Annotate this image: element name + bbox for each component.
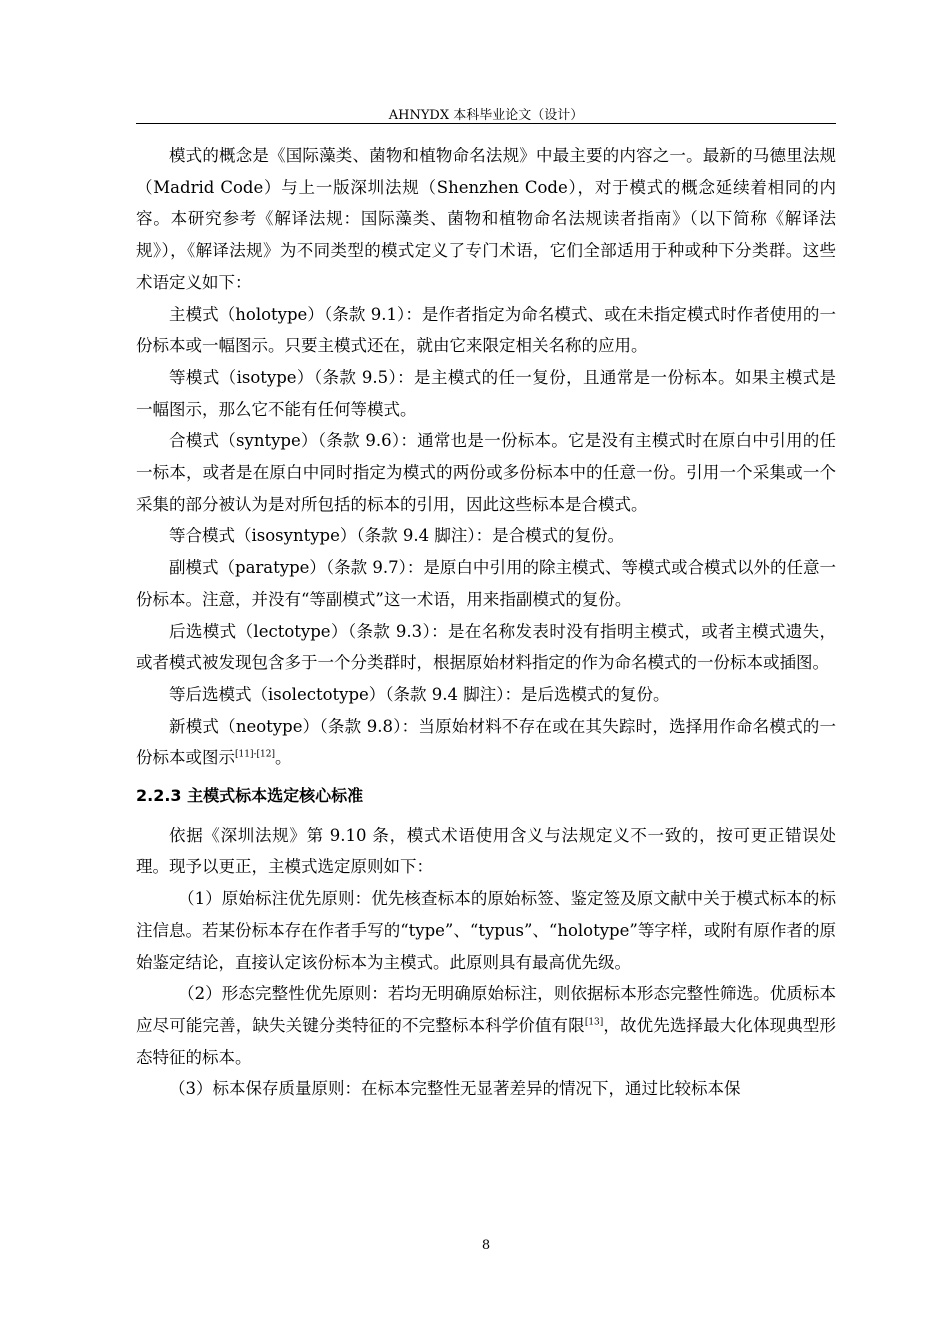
page-number: 8 [481, 1238, 491, 1253]
principle-1: （1）原始标注优先原则：优先核查标本的原始标签、鉴定签及原文献中关于模式标本的标注信息。若某份标本存在作者手写的“type”、“typus”、“holotype”等字样，或附有原作者的原始鉴定结论，直接认定该份标本为主模式。此原则具有最高优先级。 [136, 889, 836, 972]
neotype-end: 。 [275, 748, 292, 768]
section-heading: 2.2.3 主模式标本选定核心标准 [136, 786, 364, 806]
body-text [136, 140, 836, 1105]
isotype-definition: 等模式（isotype）（条款 9.5）：是主模式的任一复份，且通常是一份标本。如果主模式是一幅图示，那么它不能有任何等模式。 [136, 367, 836, 419]
syntype-definition: 合模式（syntype）（条款 9.6）：通常也是一份标本。它是没有主模式时在原白中引用的任一标本，或者是在原白中同时指定为模式的两份或多份标本中的任意一份。引用一个采集或一个采集的部分被认为是对所包括的标本的引用，因此这些标本是合模式。 [136, 431, 836, 514]
lectotype-definition: 后选模式（lectotype）（条款 9.3）：是在名称发表时没有指明主模式，或者主模式遗失，或者模式被发现包含多于一个分类群时，根据原始材料指定的作为命名模式的一份标本或插图。 [136, 621, 836, 673]
isosyntype-definition: 等合模式（isosyntype）（条款 9.4 脚注）：是合模式的复份。 [169, 526, 625, 546]
principle-2-text: （2）形态完整性优先原则：若均无明确原始标注，则依据标本形态完整性筛选。优质标本应尽可能完善，缺失关键分类特征的不完整标本科学价值有限 [136, 984, 836, 1035]
page-header: AHNYDX 本科毕业论文（设计） [388, 108, 584, 123]
neotype-text: 新模式（neotype）（条款 9.8）：当原始材料不存在或在其失踪时，选择用作命名模式的一份标本或图示 [136, 716, 836, 768]
holotype-definition: 主模式（holotype）（条款 9.1）：是作者指定为命名模式、或在未指定模式时作者使用的一份标本或一幅图示。只要主模式还在，就由它来限定相关名称的应用。 [136, 304, 836, 356]
neotype-definition [136, 711, 836, 774]
principle-3: （3）标本保存质量原则：在标本完整性无显著差异的情况下，通过比较标本保 [169, 1079, 741, 1099]
header-rule [136, 123, 836, 124]
principle-2 [136, 978, 836, 1073]
section-intro-paragraph: 依据《深圳法规》第 9.10 条，模式术语使用含义与法规定义不一致的，按可更正错误处理。现予以更正，主模式选定原则如下： [136, 825, 836, 877]
citation-11-12: [11]-[12] [235, 749, 275, 760]
citation-13: [13] [584, 1017, 604, 1028]
isolectotype-definition: 等后选模式（isolectotype）（条款 9.4 脚注）：是后选模式的复份。 [169, 684, 670, 704]
intro-paragraph: 模式的概念是《国际藻类、菌物和植物命名法规》中最主要的内容之一。最新的马德里法规（Madrid Code）与上一版深圳法规（Shenzhen Code），对于模式的概念延续着相同的内容。本研究参考《解译法规：国际藻类、菌物和植物命名法规读者指南》（以下简称《解译法规》），《解译法规》为不同类型的模式定义了专门术语，它们全部适用于种或种下分类群。这些术语定义如下： [136, 146, 836, 292]
principle-2-text-end: ，故优先选择最大化体现典型形态特征的标本。 [136, 1015, 837, 1067]
paratype-definition: 副模式（paratype）（条款 9.7）：是原白中引用的除主模式、等模式或合模式以外的任意一份标本。注意，并没有“等副模式”这一术语，用来指副模式的复份。 [136, 558, 836, 609]
